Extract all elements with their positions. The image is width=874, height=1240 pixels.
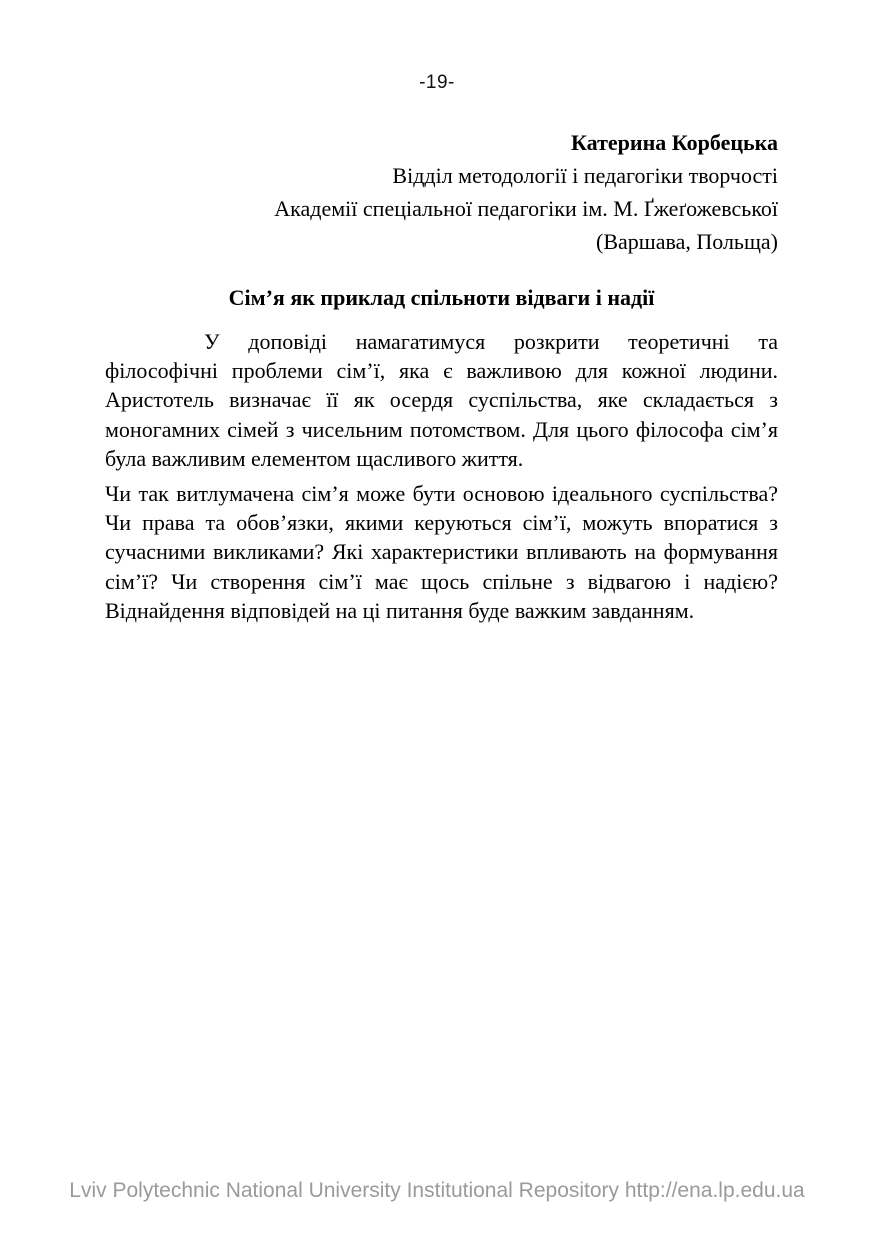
article-title: Сім’я як приклад спільноти відваги і надії	[228, 285, 655, 310]
affiliation-location: (Варшава, Польща)	[596, 229, 778, 254]
paragraph: Чи так витлумачена сім’я може бути основою ідеального суспільства? Чи права та обов’язки, якими керуються сім’ї, можуть впоратися з сучасними викликами? Які характеристики впливають на формування сім’ї? Чи створення сім’ї має щось спільне з відвагою і надією? Віднайдення відповідей на ці питання буде важким завданням.	[105, 481, 778, 623]
article-body	[105, 327, 778, 631]
page-number: -19-	[419, 72, 455, 93]
affiliation-academy: Академії спеціальної педагогіки ім. М. Ґжеґожевської	[274, 196, 778, 221]
author-name: Катерина Корбецька	[571, 130, 778, 155]
author-block	[105, 126, 778, 258]
paragraph: У доповіді намагатимуся розкрити теоретичні та філософічні проблеми сім’ї, яка є важливою для кожної людини. Аристотель визначає її як осердя суспільства, яке складається з моногамних сімей з чисельним потомством. Для цього філософа сім’я була важливим елементом щасливого життя.	[105, 329, 778, 471]
affiliation-department: Відділ методології і педагогіки творчості	[392, 163, 778, 188]
repository-footer-text: Lviv Polytechnic National University Institutional Repository http://ena.lp.edu.ua	[69, 1179, 805, 1202]
